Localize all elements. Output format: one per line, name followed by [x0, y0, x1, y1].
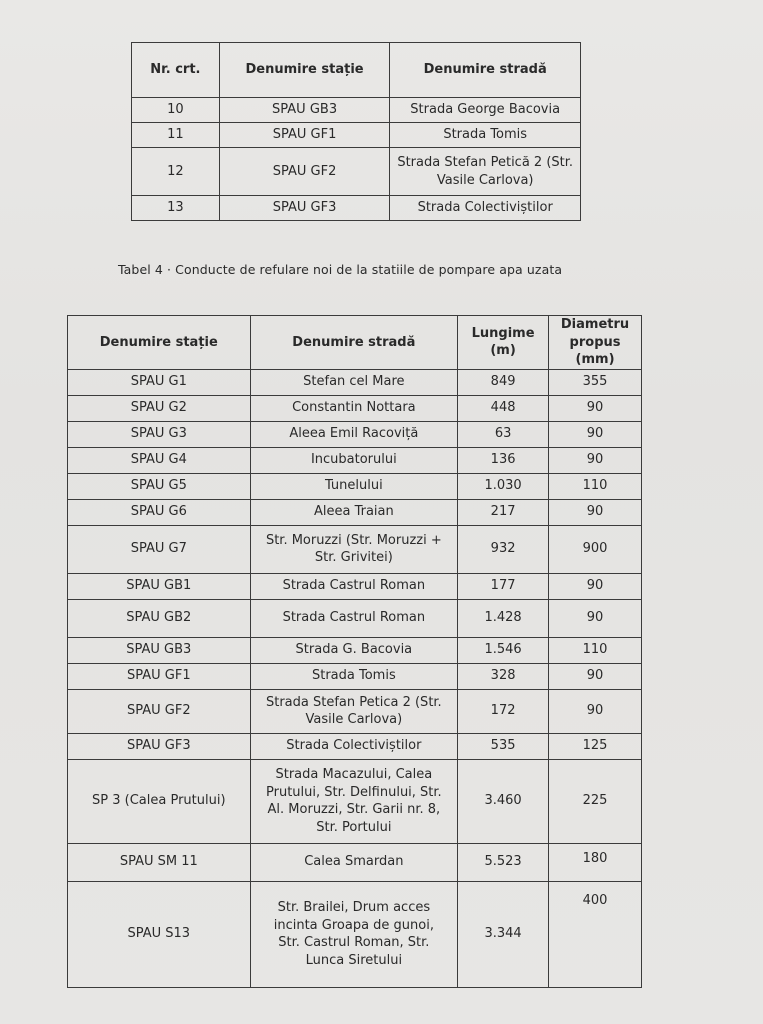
header-denumire-strada: Denumire stradă [250, 316, 458, 370]
cell-strada: Incubatorului [250, 447, 458, 473]
cell-diametru: 900 [549, 525, 642, 573]
table-row [68, 843, 642, 881]
cell-lungime: 3.460 [458, 759, 549, 843]
table-4 [67, 315, 642, 988]
cell-nr: 10 [132, 98, 220, 123]
cell-statie: SPAU GB3 [68, 637, 251, 663]
table-row [68, 369, 642, 395]
cell-lungime: 5.523 [458, 843, 549, 881]
cell-statie: SPAU SM 11 [68, 843, 251, 881]
table-row [68, 421, 642, 447]
cell-statie: SPAU G6 [68, 499, 251, 525]
cell-diametru: 400 [549, 881, 642, 987]
cell-diametru: 90 [549, 421, 642, 447]
header-denumire-strada: Denumire stradă [390, 43, 581, 98]
cell-strada: Strada Castrul Roman [250, 599, 458, 637]
header-denumire-statie: Denumire stație [68, 316, 251, 370]
cell-statie: SPAU G2 [68, 395, 251, 421]
table-row [68, 637, 642, 663]
cell-statie: SP 3 (Calea Prutului) [68, 759, 251, 843]
table-row [132, 196, 581, 221]
cell-statie: SPAU GF1 [219, 123, 390, 148]
cell-strada: Strada Tomis [390, 123, 581, 148]
cell-statie: SPAU S13 [68, 881, 251, 987]
cell-statie: SPAU G3 [68, 421, 251, 447]
cell-strada: Tunelului [250, 473, 458, 499]
cell-statie: SPAU GF1 [68, 663, 251, 689]
cell-strada: Strada Stefan Petică 2 (Str. Vasile Carlova) [390, 148, 581, 196]
table-header-row [68, 316, 642, 370]
cell-statie: SPAU GB2 [68, 599, 251, 637]
table-row [132, 148, 581, 196]
cell-lungime: 177 [458, 573, 549, 599]
cell-lungime: 849 [458, 369, 549, 395]
cell-statie: SPAU G5 [68, 473, 251, 499]
cell-strada: Strada Stefan Petica 2 (Str. Vasile Carlova) [250, 689, 458, 733]
cell-statie: SPAU GF3 [219, 196, 390, 221]
cell-statie: SPAU G7 [68, 525, 251, 573]
cell-nr: 12 [132, 148, 220, 196]
cell-lungime: 448 [458, 395, 549, 421]
cell-strada: Calea Smardan [250, 843, 458, 881]
table-row [68, 473, 642, 499]
cell-diametru: 110 [549, 473, 642, 499]
table-4-caption: Tabel 4 · Conducte de refulare noi de la statiile de pompare apa uzata [118, 262, 563, 277]
cell-lungime: 328 [458, 663, 549, 689]
cell-strada: Strada Colectiviștilor [390, 196, 581, 221]
cell-lungime: 1.030 [458, 473, 549, 499]
table-row [68, 525, 642, 573]
cell-strada: Strada Castrul Roman [250, 573, 458, 599]
cell-lungime: 63 [458, 421, 549, 447]
cell-lungime: 1.428 [458, 599, 549, 637]
cell-lungime: 172 [458, 689, 549, 733]
cell-statie: SPAU GB1 [68, 573, 251, 599]
cell-diametru: 225 [549, 759, 642, 843]
cell-strada: Str. Moruzzi (Str. Moruzzi + Str. Grivitei) [250, 525, 458, 573]
cell-lungime: 217 [458, 499, 549, 525]
cell-statie: SPAU GF2 [68, 689, 251, 733]
cell-lungime: 3.344 [458, 881, 549, 987]
cell-lungime: 1.546 [458, 637, 549, 663]
table-row [132, 123, 581, 148]
cell-strada: Strada George Bacovia [390, 98, 581, 123]
table-row [68, 759, 642, 843]
table-row [68, 733, 642, 759]
cell-diametru: 125 [549, 733, 642, 759]
cell-statie: SPAU G4 [68, 447, 251, 473]
cell-statie: SPAU GF3 [68, 733, 251, 759]
table-row [68, 395, 642, 421]
table-header-row [132, 43, 581, 98]
cell-diametru: 90 [549, 663, 642, 689]
header-diametru: Diametru propus (mm) [549, 316, 642, 370]
table-row [68, 499, 642, 525]
cell-statie: SPAU GF2 [219, 148, 390, 196]
cell-strada: Aleea Emil Racoviță [250, 421, 458, 447]
table-row [68, 447, 642, 473]
cell-nr: 13 [132, 196, 220, 221]
header-lungime: Lungime (m) [458, 316, 549, 370]
cell-diametru: 110 [549, 637, 642, 663]
table-row [68, 689, 642, 733]
header-nr-crt: Nr. crt. [132, 43, 220, 98]
cell-lungime: 136 [458, 447, 549, 473]
header-denumire-statie: Denumire stație [219, 43, 390, 98]
table-row [68, 573, 642, 599]
cell-strada: Strada G. Bacovia [250, 637, 458, 663]
cell-diametru: 90 [549, 499, 642, 525]
table-row [68, 599, 642, 637]
cell-strada: Stefan cel Mare [250, 369, 458, 395]
cell-diametru: 90 [549, 395, 642, 421]
table-3 [131, 42, 581, 221]
cell-diametru: 180 [549, 843, 642, 881]
cell-strada: Strada Macazului, Calea Prutului, Str. Delfinului, Str. Al. Moruzzi, Str. Garii nr. 8, Str. Portului [250, 759, 458, 843]
cell-diametru: 90 [549, 689, 642, 733]
table-row [68, 881, 642, 987]
cell-lungime: 535 [458, 733, 549, 759]
cell-diametru: 90 [549, 599, 642, 637]
cell-diametru: 355 [549, 369, 642, 395]
cell-statie: SPAU GB3 [219, 98, 390, 123]
cell-strada: Strada Colectiviștilor [250, 733, 458, 759]
cell-strada: Str. Brailei, Drum acces incinta Groapa de gunoi, Str. Castrul Roman, Str. Lunca Siretului [250, 881, 458, 987]
cell-diametru: 90 [549, 447, 642, 473]
cell-lungime: 932 [458, 525, 549, 573]
cell-nr: 11 [132, 123, 220, 148]
table-row [68, 663, 642, 689]
cell-strada: Aleea Traian [250, 499, 458, 525]
cell-diametru: 90 [549, 573, 642, 599]
table-row [132, 98, 581, 123]
cell-strada: Constantin Nottara [250, 395, 458, 421]
cell-strada: Strada Tomis [250, 663, 458, 689]
cell-statie: SPAU G1 [68, 369, 251, 395]
